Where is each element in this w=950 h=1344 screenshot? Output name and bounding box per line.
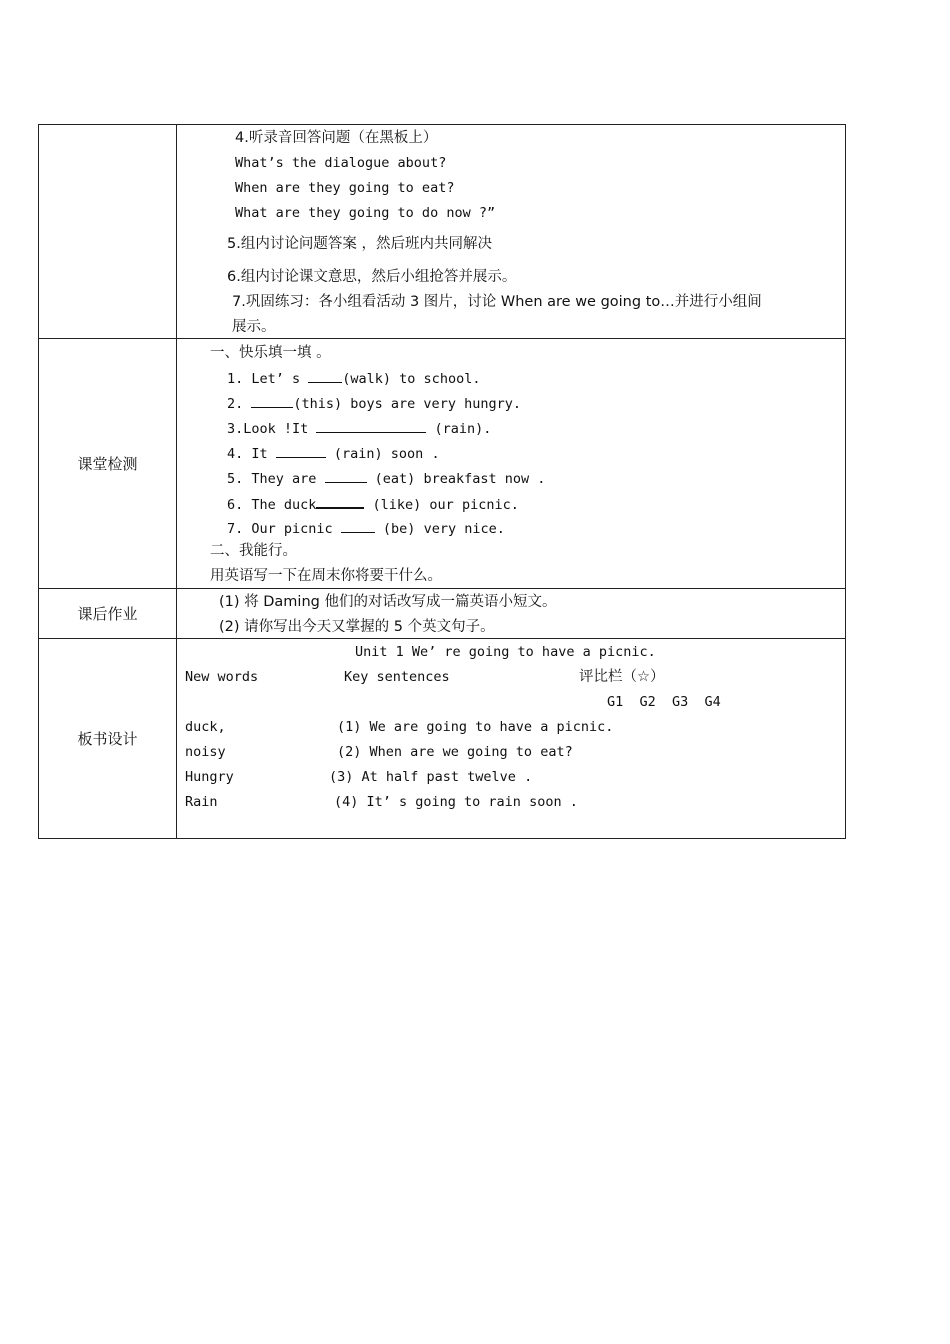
answer-blank[interactable] <box>316 418 426 433</box>
homework-row <box>39 589 846 639</box>
step-4-text: 4.听录音回答问题（在黑板上） <box>235 130 438 146</box>
answer-blank[interactable] <box>341 518 375 533</box>
procedure-content <box>177 125 846 339</box>
exercise-item-2: 2. (this) boys are very hungry. <box>227 393 521 414</box>
exercise-heading-1: 一、快乐填一填 。 <box>210 345 331 361</box>
board-design-row <box>39 639 846 839</box>
key-sentence: (4) It’ s going to rain soon . <box>334 794 578 810</box>
vocab-word: noisy <box>185 744 226 760</box>
lesson-plan-table <box>38 124 846 839</box>
step-7-text: 7.巩固练习：各小组看活动 3 图片，讨论 When are we going to…并进行小组间 <box>232 294 762 310</box>
procedure-row <box>39 125 846 339</box>
answer-blank[interactable] <box>325 468 367 483</box>
key-sentence: (3) At half past twelve . <box>329 769 533 785</box>
vocab-word: duck, <box>185 719 226 735</box>
homework-item-1: (1) 将 Daming 他们的对话改写成一篇英语小短文。 <box>219 594 557 610</box>
board-title: Unit 1 We’ re going to have a picnic. <box>355 644 656 660</box>
exercise-item-1: 1. Let’ s (walk) to school. <box>227 368 480 389</box>
exercise-item-5: 5. They are (eat) breakfast now . <box>227 468 545 489</box>
procedure-label <box>39 125 177 339</box>
question-2: When are they going to eat? <box>235 180 455 196</box>
board-design-label: 板书设计 <box>39 639 177 839</box>
exercise-item-7: 7. Our picnic (be) very nice. <box>227 518 505 539</box>
classroom-test-row <box>39 339 846 589</box>
key-sentences-header: Key sentences <box>344 669 450 685</box>
exercise-item-3: 3.Look !It (rain). <box>227 418 491 439</box>
answer-blank[interactable] <box>276 443 326 458</box>
question-3: What are they going to do now ?” <box>235 205 496 221</box>
step-6-text: 6.组内讨论课文意思，然后小组抢答并展示。 <box>227 269 517 285</box>
step-5-text: 5.组内讨论问题答案 ，然后班内共同解决 <box>227 236 492 252</box>
homework-item-2: (2) 请你写出今天又掌握的 5 个英文句子。 <box>219 619 495 635</box>
classroom-test-content <box>177 339 846 589</box>
new-words-header: New words <box>185 669 259 685</box>
answer-blank[interactable] <box>316 493 364 509</box>
vocab-word: Hungry <box>185 769 234 785</box>
writing-task: 用英语写一下在周末你将要干什么。 <box>210 568 442 584</box>
key-sentence: (2) When are we going to eat? <box>337 744 573 760</box>
score-column-header: 评比栏（☆） <box>579 669 665 685</box>
exercise-item-6: 6. The duck (like) our picnic. <box>227 493 519 515</box>
homework-content <box>177 589 846 639</box>
answer-blank[interactable] <box>251 393 293 408</box>
step-7-continued: 展示。 <box>232 319 276 335</box>
board-design-content <box>177 639 846 839</box>
classroom-test-label: 课堂检测 <box>39 339 177 589</box>
homework-label: 课后作业 <box>39 589 177 639</box>
vocab-word: Rain <box>185 794 218 810</box>
key-sentence: (1) We are going to have a picnic. <box>337 719 614 735</box>
answer-blank[interactable] <box>308 368 342 383</box>
question-1: What’s the dialogue about? <box>235 155 447 171</box>
exercise-item-4: 4. It (rain) soon . <box>227 443 440 464</box>
group-labels: G1 G2 G3 G4 <box>607 694 721 710</box>
exercise-heading-2: 二、我能行。 <box>210 543 297 559</box>
